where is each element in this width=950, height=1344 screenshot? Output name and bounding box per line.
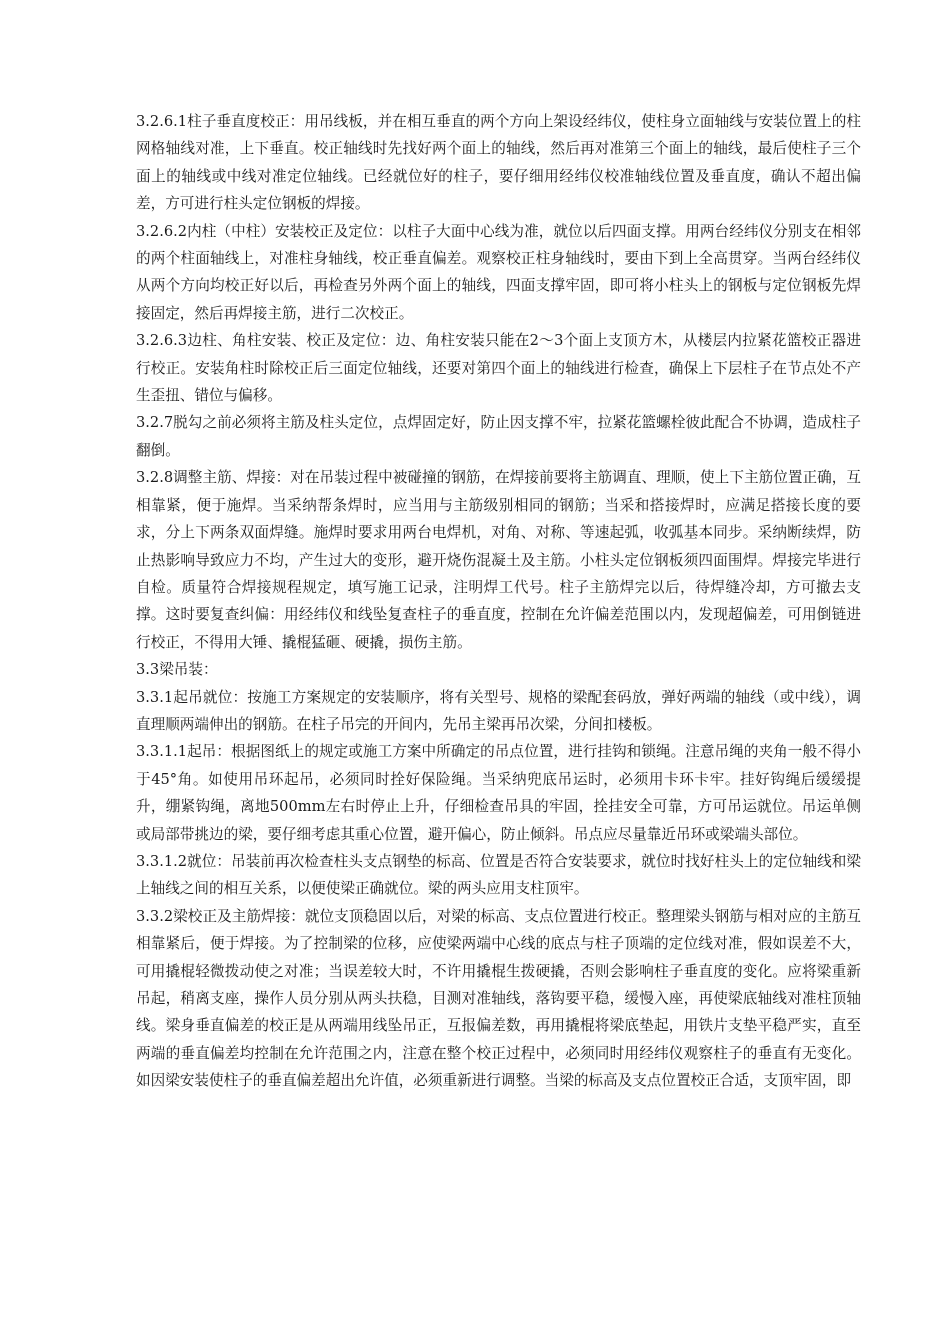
paragraph-3-3-2: 3.3.2梁校正及主筋焊接：就位支顶稳固以后，对梁的标高、支点位置进行校正。整理梁头钢筋与相对应的主筋互相靠紧后，便于焊接。为了控制梁的位移，应使梁两端中心线的底点与柱子顶端的定位线对准，假如误差不大，可用撬棍轻微拨动使之对准；当误差较大时，不许用撬棍生拨硬撬，否则会影响柱子垂直度的变化。应将梁重新吊起，稍离支座，操作人员分别从两头扶稳，目测对准轴线，落钩要平稳，缓慢入座，再使梁底轴线对准柱顶轴线。梁身垂直偏差的校正是从两端用线坠吊正，互报偏差数，再用撬棍将梁底垫起，用铁片支垫平稳严实，直至两端的垂直偏差均控制在允许范围之内，注意在整个校正过程中，必须同时用经纬仪观察柱子的垂直有无变化。如因梁安装使柱子的垂直偏差超出允许值，必须重新进行调整。当梁的标高及支点位置校正合适，支顶牢固，即 bbox=[136, 907, 861, 1090]
section-heading-3-3: 3.3梁吊装： bbox=[136, 661, 218, 679]
document-body bbox=[136, 108, 861, 1095]
paragraph-3-2-6-1: 3.2.6.1柱子垂直度校正：用吊线板，并在相互垂直的两个方向上架设经纬仪，使柱身立面轴线与安装位置上的柱网格轴线对准，上下垂直。校正轴线时先找好两个面上的轴线，然后再对准第三个面上的轴线，最后使柱子三个面上的轴线或中线对准定位轴线。已经就位好的柱子，要仔细用经纬仪校准轴线位置及垂直度，确认不超出偏差，方可进行柱头定位钢板的焊接。 bbox=[136, 113, 861, 213]
paragraph-3-3-1: 3.3.1起吊就位：按施工方案规定的安装顺序，将有关型号、规格的梁配套码放，弹好两端的轴线（或中线），调直理顺两端伸出的钢筋。在柱子吊完的开间内，先吊主梁再吊次梁，分间扣楼板。 bbox=[136, 688, 861, 733]
paragraph-3-3-1-1: 3.3.1.1起吊：根据图纸上的规定或施工方案中所确定的吊点位置，进行挂钩和锁绳。注意吊绳的夹角一般不得小于45°角。如使用吊环起吊，必须同时拴好保险绳。当采纳兜底吊运时，必须用卡环卡牢。挂好钩绳后缓缓提升，绷紧钩绳，离地500mm左右时停止上升，仔细检查吊具的牢固，拴挂安全可靠，方可吊运就位。吊运单侧或局部带挑边的梁，要仔细考虑其重心位置，避开偏心，防止倾斜。吊点应尽量靠近吊环或梁端头部位。 bbox=[136, 743, 861, 843]
paragraph-3-3-1-2: 3.3.1.2就位：吊装前再次检查柱头支点钢垫的标高、位置是否符合安装要求，就位时找好柱头上的定位轴线和梁上轴线之间的相互关系，以便使梁正确就位。梁的两头应用支柱顶牢。 bbox=[136, 852, 861, 898]
paragraph-3-2-7: 3.2.7脱勾之前必须将主筋及柱头定位，点焊固定好，防止因支撑不牢，拉紧花篮螺栓彼此配合不协调，造成柱子翻倒。 bbox=[136, 414, 861, 459]
paragraph-3-2-8: 3.2.8调整主筋、焊接：对在吊装过程中被碰撞的钢筋，在焊接前要将主筋调直、理顺，使上下主筋位置正确，互相靠紧，便于施焊。当采纳帮条焊时，应当用与主筋级别相同的钢筋；当采和搭接焊时，应满足搭接长度的要求，分上下两条双面焊缝。施焊时要求用两台电焊机，对角、对称、等速起弧，收弧基本同步。采纳断续焊，防止热影响导致应力不均，产生过大的变形，避开烧伤混凝土及主筋。小柱头定位钢板须四面围焊。焊接完毕进行自检。质量符合焊接规程规定，填写施工记录，注明焊工代号。柱子主筋焊完以后，待焊缝冷却，方可撤去支撑。这时要复查纠偏：用经纬仪和线坠复查柱子的垂直度，控制在允许偏差范围以内，发现超偏差，可用倒链进行校正，不得用大锤、撬棍猛砸、硬撬，损伤主筋。 bbox=[136, 469, 861, 651]
paragraph-3-2-6-3: 3.2.6.3边柱、角柱安装、校正及定位：边、角柱安装只能在2～3个面上支顶方木，从楼层内拉紧花篮校正器进行校正。安装角柱时除校正后三面定位轴线，还要对第四个面上的轴线进行检查，确保上下层柱子在节点处不产生歪扭、错位与偏移。 bbox=[136, 332, 861, 405]
paragraph-3-2-6-2: 3.2.6.2内柱（中柱）安装校正及定位：以柱子大面中心线为准，就位以后四面支撑。用两台经纬仪分别支在相邻的两个柱面轴线上，对准柱身轴线，校正垂直偏差。观察校正柱身轴线时，要由下到上全高贯穿。当两台经纬仪从两个方向均校正好以后，再检查另外两个面上的轴线，四面支撑牢固，即可将小柱头上的钢板与定位钢板先焊接固定，然后再焊接主筋，进行二次校正。 bbox=[136, 222, 861, 322]
